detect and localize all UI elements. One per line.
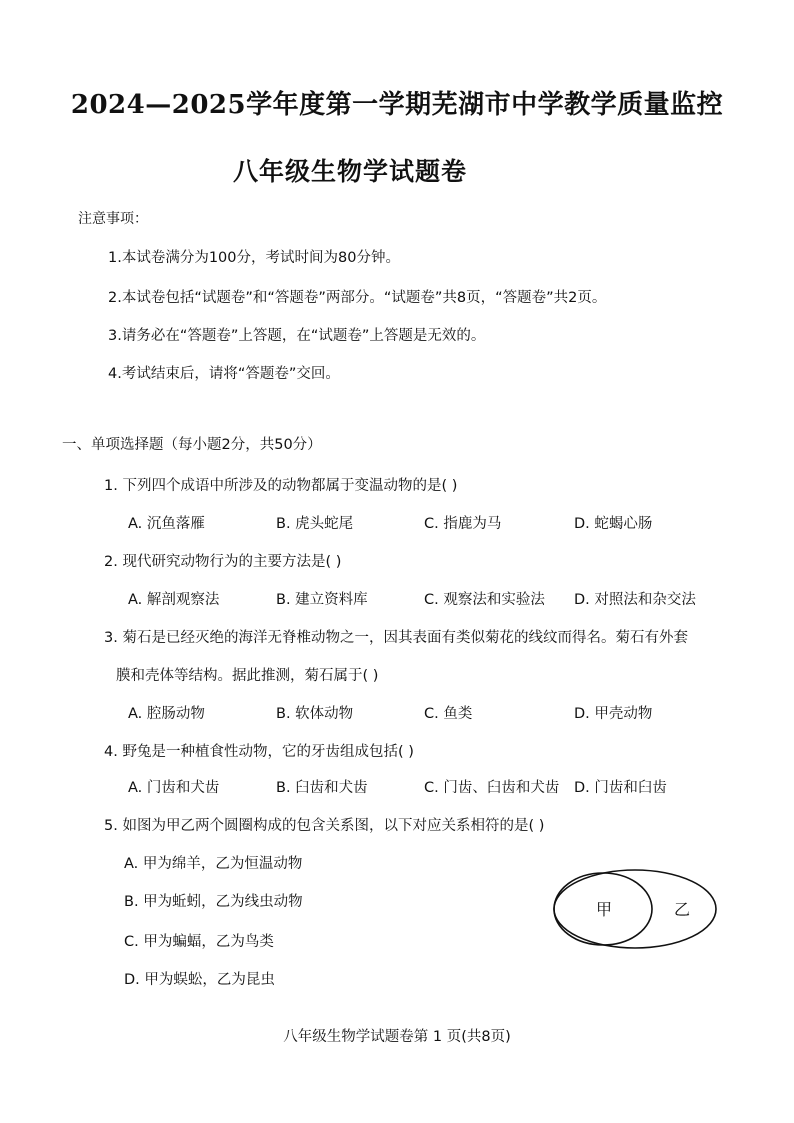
option-b: B. 建立资料库 xyxy=(276,592,368,608)
question-stem: 3. 菊石是已经灭绝的海洋无脊椎动物之一，因其表面有类似菊花的线纹而得名。菊石有外套 xyxy=(104,630,688,646)
question-stem-continued: 膜和壳体等结构。据此推测，菊石属于( ) xyxy=(116,668,379,684)
question-stem: 2. 现代研究动物行为的主要方法是( ) xyxy=(104,554,342,570)
inclusion-diagram xyxy=(550,866,720,952)
notice-heading: 注意事项： xyxy=(78,211,148,227)
question-stem: 4. 野兔是一种植食性动物，它的牙齿组成包括( ) xyxy=(104,744,414,760)
option-d: D. 甲壳动物 xyxy=(574,706,653,722)
option-b: B. 软体动物 xyxy=(276,706,354,722)
diagram-label-yi: 乙 xyxy=(674,900,691,919)
option-a: A. 沉鱼落雁 xyxy=(128,516,205,532)
option-d: D. 对照法和杂交法 xyxy=(574,592,696,608)
section-heading: 一、单项选择题（每小题2分，共50分） xyxy=(62,437,322,453)
option-b: B. 虎头蛇尾 xyxy=(276,516,354,532)
option-a: A. 腔肠动物 xyxy=(128,706,205,722)
option-d: D. 甲为蜈蚣，乙为昆虫 xyxy=(124,972,275,988)
option-b: B. 臼齿和犬齿 xyxy=(276,780,368,796)
diagram-label-jia: 甲 xyxy=(596,900,613,919)
option-c: C. 指鹿为马 xyxy=(424,516,502,532)
notice-item: 1.本试卷满分为100分，考试时间为80分钟。 xyxy=(108,250,400,266)
exam-subtitle: 八年级生物学试题卷 xyxy=(232,157,467,186)
option-a: A. 甲为绵羊，乙为恒温动物 xyxy=(124,856,303,872)
option-d: D. 蛇蝎心肠 xyxy=(574,516,653,532)
option-c: C. 鱼类 xyxy=(424,706,473,722)
option-a: A. 门齿和犬齿 xyxy=(128,780,220,796)
exam-title: 2024—2025学年度第一学期芜湖市中学教学质量监控 xyxy=(70,90,724,120)
question-stem: 5. 如图为甲乙两个圆圈构成的包含关系图，以下对应关系相符的是( ) xyxy=(104,818,545,834)
option-c: C. 观察法和实验法 xyxy=(424,592,545,608)
page-footer: 八年级生物学试题卷第 1 页(共8页) xyxy=(283,1029,511,1045)
notice-item: 2.本试卷包括“试题卷”和“答题卷”两部分。“试题卷”共8页，“答题卷”共2页。 xyxy=(108,290,607,306)
option-a: A. 解剖观察法 xyxy=(128,592,220,608)
option-d: D. 门齿和臼齿 xyxy=(574,780,667,796)
notice-item: 4.考试结束后，请将“答题卷”交回。 xyxy=(108,366,340,382)
option-c: C. 门齿、臼齿和犬齿 xyxy=(424,780,560,796)
notice-item: 3.请务必在“答题卷”上答题，在“试题卷”上答题是无效的。 xyxy=(108,328,486,344)
option-c: C. 甲为蝙蝠，乙为鸟类 xyxy=(124,934,274,950)
question-stem: 1. 下列四个成语中所涉及的动物都属于变温动物的是( ) xyxy=(104,478,458,494)
option-b: B. 甲为蚯蚓，乙为线虫动物 xyxy=(124,894,303,910)
